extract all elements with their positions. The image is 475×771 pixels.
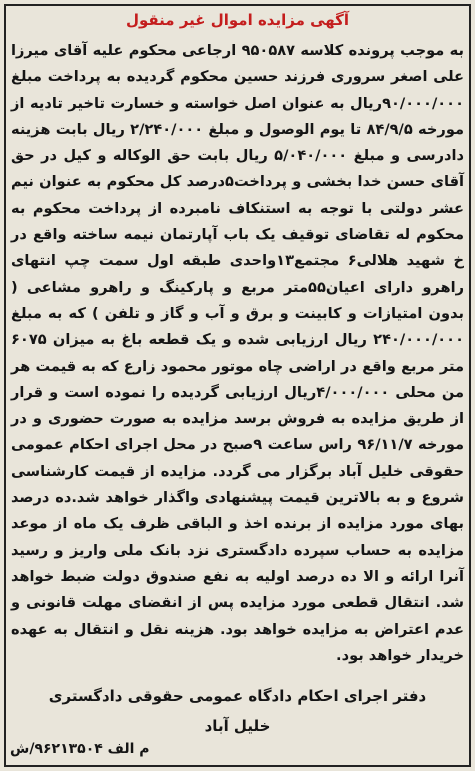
- signature-block: [9, 681, 466, 741]
- notice-body: به موجب پرونده کلاسه ۹۵۰۵۸۷ ارجاعی محکوم علیه آقای میرزا علی اصغر سروری فرزند حسین محکوم گردیده به پرداخت مبلغ ۹۰/۰۰۰/۰۰۰ریال به عنوان اصل خواسته و خسارت تاخیر تادیه از مورخه ۸۴/۹/۵ تا یوم الوصول و مبلغ ۲/۲۴۰/۰۰۰ ریال بابت هزینه دادرسی و مبلغ ۵/۰۴۰/۰۰۰ ریال بابت حق الوکاله و کیل در حق آقای حسن خدا بخشی و پرداخت۵درصد کل محکوم به عنوان نیم عشر دولتی با توجه به استنکاف نامبرده از پرداخت محکوم به محکوم له تقاضای توقیف یک باب آپارتمان نیمه ساخته واقع در خ شهید هلالی۶ مجتمع۱۳واحدی طبقه اول سمت چپ انتهای راهرو دارای اعیان۵۵متر مربع و پارکینگ و راهرو مشاعی ( بدون امتیازات و کابینت و برق و آب و گاز و تلفن ) که به مبلغ ۲۴۰/۰۰۰/۰۰۰ ریال ارزیابی شده و یک قطعه باغ به میزان ۶۰۷۵ متر مربع واقع در اراضی چاه موتور محمود زارع که به قیمت هر من محلی ۴/۰۰۰/۰۰۰ریال ارزیابی گردیده را نموده است و قرار از طریق مزایده به فروش برسد مزایده به صورت حضوری و در مورخه ۹۶/۱۱/۷ راس ساعت ۹صبح در محل اجرای احکام عمومی حقوقی خلیل آباد برگزار می گردد. مزایده از قیمت کارشناسی شروع و به بالاترین قیمت پیشنهادی واگذار خواهد شد.ده درصد بهای مورد مزایده از برنده اخذ و الباقی ظرف یک ماه از موعد مزایده به حساب سپرده دادگستری نزد بانک ملی واریز و رسید آنرا ارائه و الا ده درصد اولیه به نفع صندوق دولت ضبط خواهد شد. انتقال قطعی مورد مزایده پس از انقضای مهلت قانونی و عدم اعتراض به مزایده خواهد بود. هزینه نقل و انتقال به عهده خریدار خواهد بود.: [11, 42, 465, 664]
- notice-title: آگهی مزایده اموال غیر منقول: [125, 11, 350, 29]
- reference-number: م الف ۹۶۲۱۳۵۰۴/ش: [10, 741, 150, 757]
- signature-city: خلیل آباد: [204, 717, 271, 736]
- signature-office: دفتر اجرای احکام دادگاه عمومی حقوقی دادگستری: [48, 687, 427, 706]
